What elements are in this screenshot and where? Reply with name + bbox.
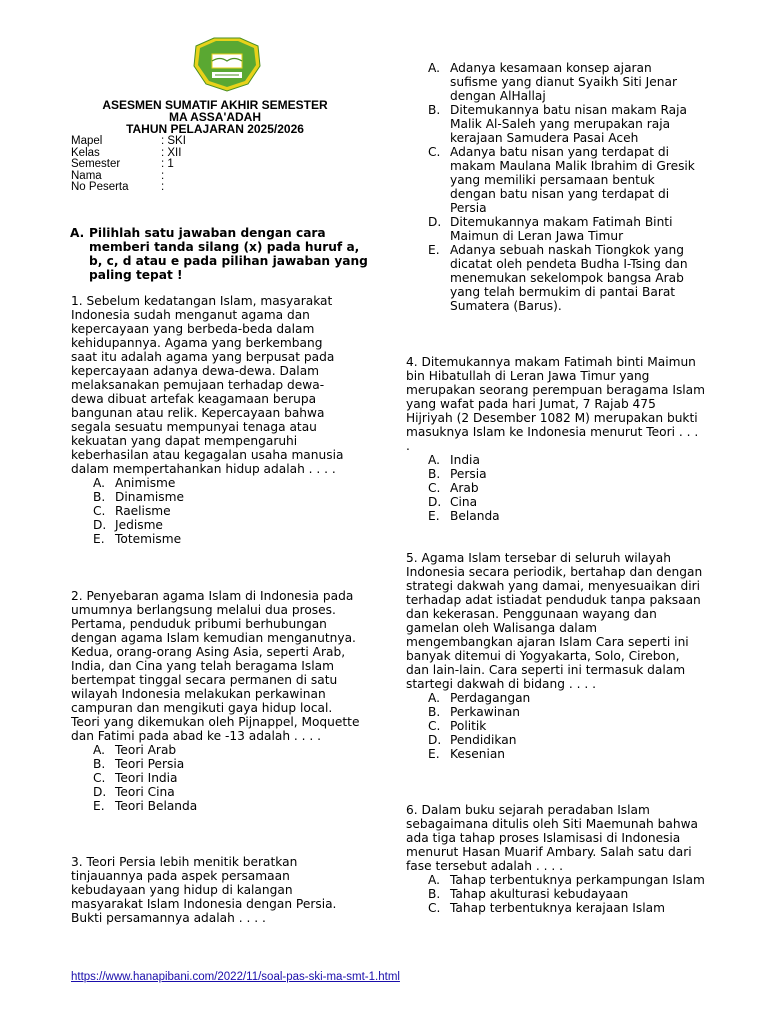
option-list <box>428 61 698 313</box>
option-text: Perdagangan <box>450 691 531 705</box>
option[interactable] <box>428 733 706 747</box>
option[interactable] <box>428 243 698 313</box>
option-list <box>428 691 706 761</box>
info-row <box>71 182 241 194</box>
question-stem: 4. Ditemukannya makam Fatimah binti Maimun bin Hibatullah di Leran Jawa Timur yang merupakan seorang perempuan beragama Islam yang wafat pada hari Jumat, 7 Rajab 475 Hijriyah (2 Desember 1082 M) merupakan bukti masuknya Islam ke Indonesia menurut Teori . . . . <box>406 355 706 453</box>
option-text: Tahap terbentuknya perkampungan Islam <box>450 873 705 887</box>
option-letter: D. <box>93 518 107 532</box>
option[interactable] <box>428 705 706 719</box>
option-letter: D. <box>93 785 107 799</box>
option-text: Animisme <box>115 476 176 490</box>
source-link[interactable]: https://www.hanapibani.com/2022/11/soal-pas-ski-ma-smt-1.html <box>71 971 400 983</box>
option-text: Teori Arab <box>115 743 177 757</box>
option-text: Adanya kesamaan konsep ajaran sufisme yang dianut Syaikh Siti Jenar dengan AlHallaj <box>450 61 677 103</box>
option[interactable] <box>428 901 706 915</box>
option-text: Dinamisme <box>115 490 184 504</box>
option[interactable] <box>428 495 706 509</box>
instruction-letter: A. <box>70 226 85 240</box>
info-key: Semester <box>71 158 121 171</box>
info-value: : <box>161 181 165 194</box>
info-key: No Peserta <box>71 181 129 194</box>
option[interactable] <box>428 467 706 481</box>
option[interactable] <box>93 504 351 518</box>
option-letter: B. <box>93 757 106 771</box>
question-6 <box>406 803 706 915</box>
option-text: Teori India <box>115 771 178 785</box>
option-text: Teori Persia <box>115 757 185 771</box>
option-letter: E. <box>93 799 105 813</box>
option-text: Ditemukannya batu nisan makam Raja Malik Al-Saleh yang merupakan raja kerajaan Samudera Pasai Aceh <box>450 103 687 145</box>
option[interactable] <box>428 453 706 467</box>
option-letter: A. <box>93 476 105 490</box>
option-letter: E. <box>428 243 440 257</box>
option-letter: C. <box>428 481 441 495</box>
option-letter: B. <box>428 887 441 901</box>
question-1 <box>71 294 351 546</box>
option[interactable] <box>93 490 351 504</box>
option-letter: E. <box>428 509 440 523</box>
option[interactable] <box>93 771 361 785</box>
option-letter: E. <box>428 747 440 761</box>
info-value: : XII <box>161 146 182 159</box>
option-letter: D. <box>428 495 442 509</box>
info-row <box>71 136 241 148</box>
option-letter: B. <box>93 490 106 504</box>
question-stem: 2. Penyebaran agama Islam di Indonesia pada umumnya berlangsung melalui dua proses. Pertama, penduduk pribumi berhubungan dengan agama Islam kemudian menganutnya. Kedua, orang-orang Asing Asia, seperti Arab, India, dan Cina yang telah beragama Islam bertempat tinggal secara permanen di satu wilayah Indonesia melakukan perkawinan campuran dan mengikuti gaya hidup local. Teori yang dikemukan oleh Pijnappel, Moquette dan Fatimi pada abad ke -13 adalah . . . . <box>71 589 360 743</box>
option-letter: C. <box>428 901 441 915</box>
option-letter: A. <box>428 61 440 75</box>
question-3-options <box>428 61 698 313</box>
question-stem: 1. Sebelum kedatangan Islam, masyarakat Indonesia sudah menganut agama dan kepercayaan yang berbeda-beda dalam kehidupannya. Agama yang berkembang saat itu adalah agama yang berpusat pada kepercayaan adanya dewa-dewa. Dalam melaksanakan pemujaan terhadap dewa-dewa dibuat artefak keagamaan berupa bangunan atau relik. Kepercayaan bahwa segala sesuatu mempunyai tenaga atau kekuatan yang dapat mempengaruhi keberhasilan atau kegagalan usaha manusia dalam mempertahankan hidup adalah . . . . <box>71 294 344 476</box>
option[interactable] <box>428 215 698 243</box>
info-value: : SKI <box>161 135 186 147</box>
option-text: Jedisme <box>115 518 163 532</box>
option-text: Raelisme <box>115 504 171 518</box>
student-info <box>71 136 241 194</box>
option-text: Politik <box>450 719 487 733</box>
option-text: Teori Belanda <box>115 799 198 813</box>
option-text: Teori Cina <box>115 785 175 799</box>
option[interactable] <box>93 743 361 757</box>
option-letter: B. <box>428 705 441 719</box>
option-letter: A. <box>428 691 440 705</box>
question-5 <box>406 551 706 761</box>
option-text: Cina <box>450 495 478 509</box>
instruction-text: Pilihlah satu jawaban dengan cara memberi tanda silang (x) pada huruf a, b, c, d atau e pada pilihan jawaban yang paling tepat ! <box>89 226 368 282</box>
option[interactable] <box>428 103 698 145</box>
option-letter: A. <box>93 743 105 757</box>
option[interactable] <box>93 757 361 771</box>
option-letter: C. <box>93 771 106 785</box>
question-4 <box>406 355 706 523</box>
option-text: Adanya batu nisan yang terdapat di makam Maulana Malik Ibrahim di Gresik yang memiliki persamaan bentuk dengan batu nisan yang terdapat di Persia <box>450 145 695 215</box>
option-letter: C. <box>428 145 441 159</box>
option-letter: D. <box>428 733 442 747</box>
option-text: Kesenian <box>450 747 506 761</box>
option-list <box>93 476 351 546</box>
option-letter: B. <box>428 467 441 481</box>
option-list <box>93 743 361 813</box>
option[interactable] <box>428 719 706 733</box>
option[interactable] <box>93 518 351 532</box>
question-stem: 3. Teori Persia lebih menitik beratkan tinjauannya pada aspek persamaan kebudayaan yang hidup di kalangan masyarakat Islam Indonesia dengan Persia. Bukti persamannya adalah . . . . <box>71 855 337 925</box>
option-text: Tahap akulturasi kebudayaan <box>450 887 629 901</box>
option-letter: A. <box>428 453 440 467</box>
option-text: Adanya sebuah naskah Tiongkok yang dicatat oleh pendeta Budha I-Tsing dan menemukan sekelompok bangsa Arab yang telah bermukim di pantai Barat Sumatera (Barus). <box>450 243 688 313</box>
question-stem: 6. Dalam buku sejarah peradaban Islam sebagaimana ditulis oleh Siti Maemunah bahwa ada tiga tahap proses Islamisasi di Indonesia menurut Hasan Muarif Ambary. Salah satu dari fase tersebut adalah . . . . <box>406 803 699 873</box>
option-letter: E. <box>93 532 105 546</box>
option[interactable] <box>93 799 361 813</box>
option-letter: C. <box>428 719 441 733</box>
option[interactable] <box>428 509 706 523</box>
option[interactable] <box>428 145 698 215</box>
school-logo <box>190 36 264 92</box>
option-list <box>428 453 706 523</box>
exam-header <box>70 99 360 135</box>
option[interactable] <box>428 481 706 495</box>
question-3 <box>71 855 346 925</box>
option-text: Arab <box>450 481 479 495</box>
option-text: Tahap terbentuknya kerajaan Islam <box>450 901 665 915</box>
option[interactable] <box>93 476 351 490</box>
option-list <box>428 873 706 915</box>
option-letter: B. <box>428 103 441 117</box>
option[interactable] <box>93 532 351 546</box>
header-title: ASESMEN SUMATIF AKHIR SEMESTER <box>102 98 328 112</box>
option-text: India <box>450 453 480 467</box>
info-key: Nama <box>71 169 102 182</box>
question-2 <box>71 589 361 813</box>
option[interactable] <box>428 61 698 103</box>
question-stem: 5. Agama Islam tersebar di seluruh wilayah Indonesia secara periodik, bertahap dan dengan strategi dakwah yang damai, menyesuaikan diri terhadap adat istiadat penduduk tanpa paksaan dan kekerasan. Penggunaan wayang dan gamelan oleh Walisanga dalam mengembangkan ajaran Islam Cara seperti ini banyak ditemui di Yogyakarta, Solo, Cirebon, dan lain-lain. Cara seperti ini termasuk dalam startegi dakwah di bidang . . . . <box>406 551 703 691</box>
header-year: TAHUN PELAJARAN 2025/2026 <box>126 122 304 136</box>
option-text: Totemisme <box>115 532 182 546</box>
option-letter: A. <box>428 873 440 887</box>
info-value: : 1 <box>161 158 174 171</box>
option[interactable] <box>93 785 361 799</box>
option-text: Belanda <box>450 509 500 523</box>
option[interactable] <box>428 873 706 887</box>
info-value: : <box>161 169 165 182</box>
option-text: Perkawinan <box>450 705 521 719</box>
info-key: Kelas <box>71 146 100 159</box>
option[interactable] <box>428 747 706 761</box>
info-key: Mapel <box>71 135 103 147</box>
option-letter: C. <box>93 504 106 518</box>
option-letter: D. <box>428 215 442 229</box>
header-school: MA ASSA'ADAH <box>169 110 261 124</box>
option[interactable] <box>428 887 706 901</box>
option-text: Pendidikan <box>450 733 517 747</box>
option-text: Persia <box>450 467 487 481</box>
option[interactable] <box>428 691 706 705</box>
option-text: Ditemukannya makam Fatimah Binti Maimun di Leran Jawa Timur <box>450 215 673 243</box>
